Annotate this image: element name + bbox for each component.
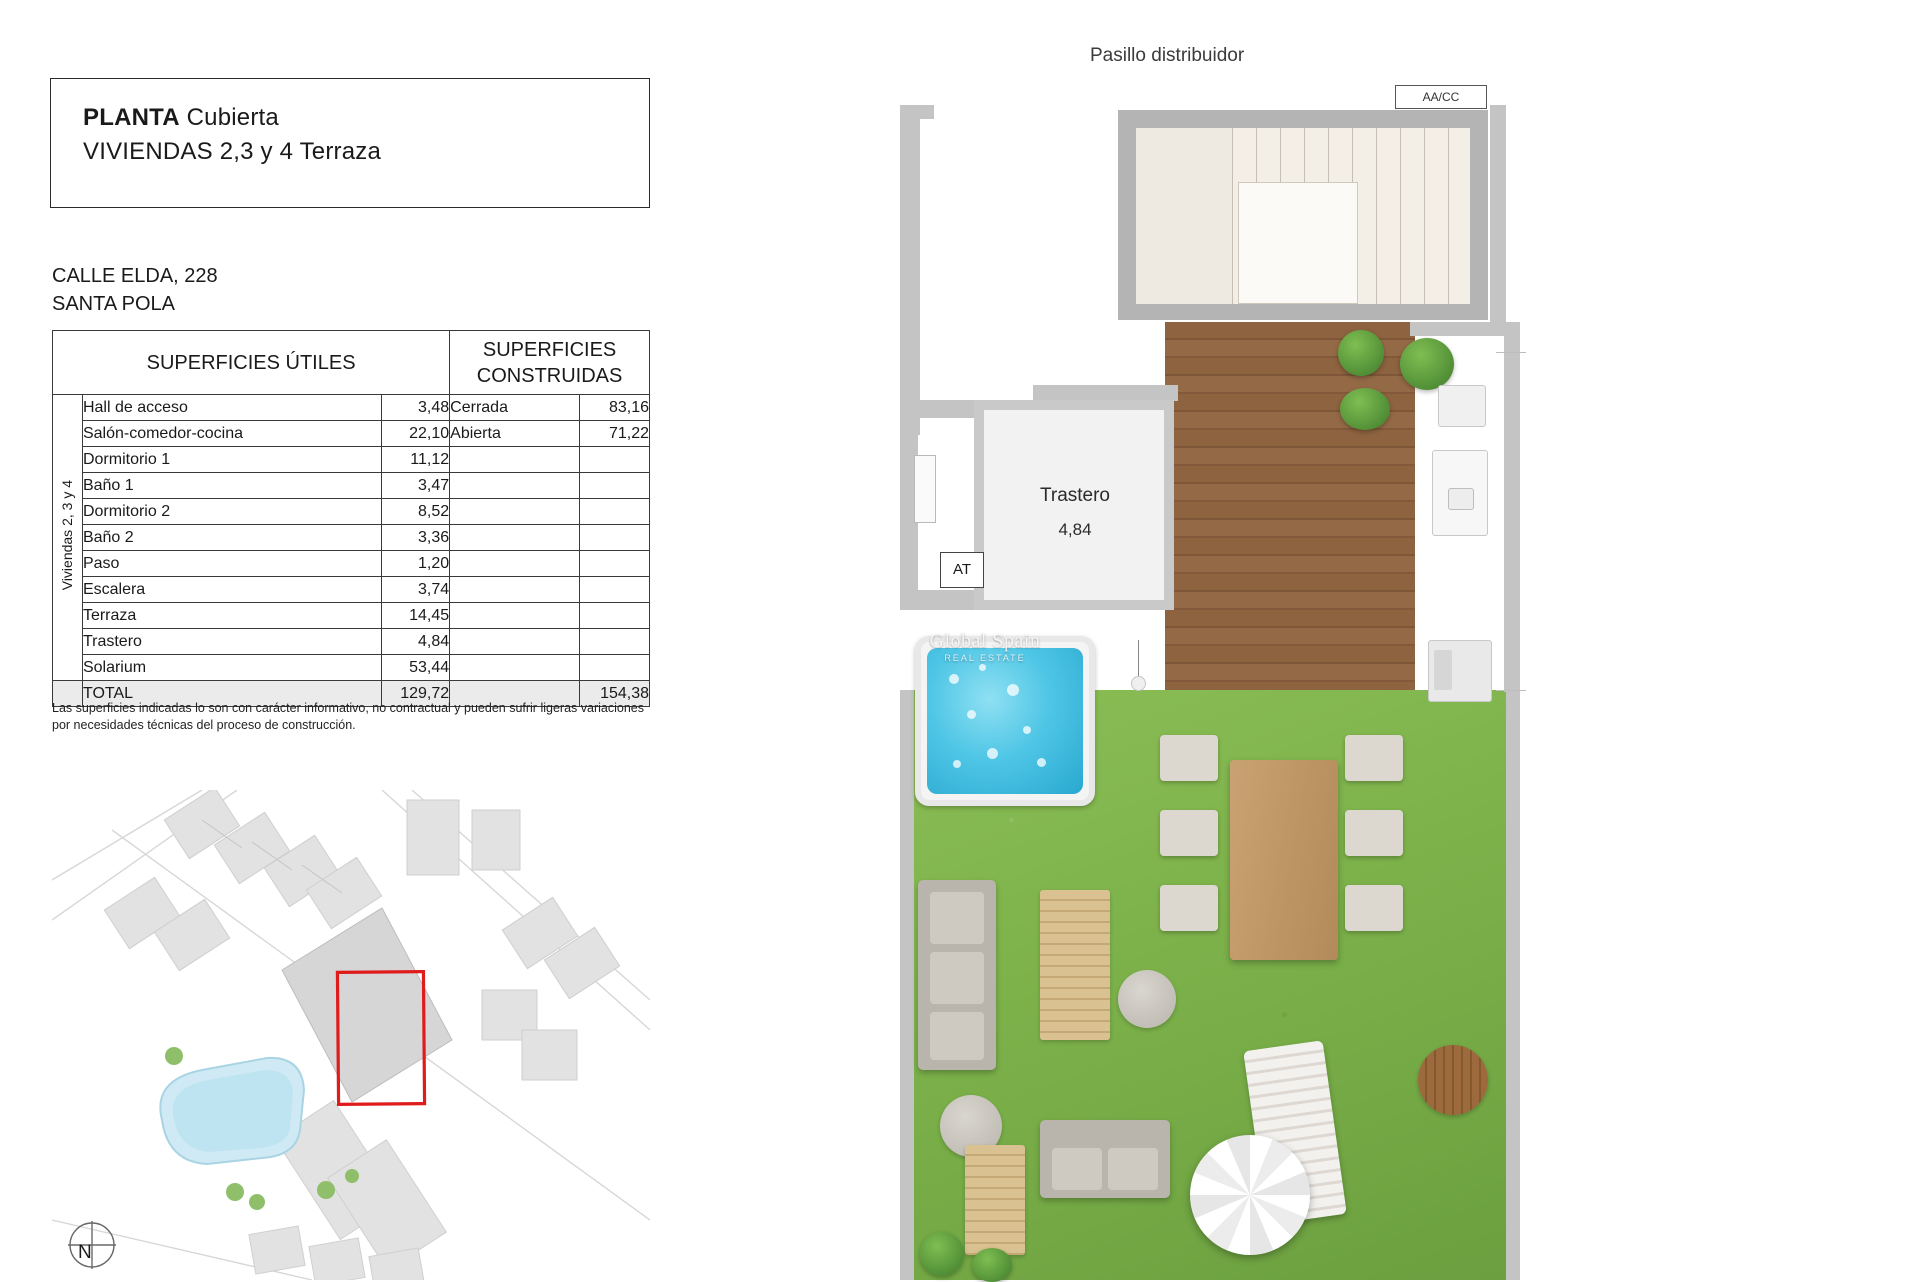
wall-right-mid <box>1504 322 1520 692</box>
row-built-label: Cerrada <box>450 395 580 421</box>
storage-room-area: 4,84 <box>1058 520 1092 539</box>
row-label: Baño 2 <box>82 525 381 551</box>
header-useful-areas: SUPERFICIES ÚTILES <box>53 331 450 395</box>
table-row <box>53 551 650 577</box>
row-useful-value: 53,44 <box>382 655 450 681</box>
table-row <box>53 577 650 603</box>
title-block <box>50 78 650 208</box>
title-plan-word: PLANTA <box>83 104 180 131</box>
row-built-value <box>580 447 650 473</box>
header-built-line2: CONSTRUIDAS <box>476 364 623 387</box>
header-built-areas <box>450 331 650 395</box>
row-built-label <box>450 603 580 629</box>
row-built-value <box>580 551 650 577</box>
row-built-label <box>450 473 580 499</box>
row-built-value <box>580 603 650 629</box>
site-map-svg <box>52 790 650 1280</box>
row-useful-value: 3,36 <box>382 525 450 551</box>
row-built-label: Abierta <box>450 421 580 447</box>
sink-basin <box>1448 488 1474 510</box>
row-label: Salón-comedor-cocina <box>82 421 381 447</box>
wall-left-garden <box>900 690 914 1280</box>
total-useful-value: 129,72 <box>382 681 450 707</box>
wood-deck <box>1165 322 1415 690</box>
row-built-label <box>450 629 580 655</box>
corridor-label: Pasillo distribuidor <box>1090 45 1245 66</box>
row-label: Terraza <box>82 603 381 629</box>
row-label: Dormitorio 1 <box>82 447 381 473</box>
potted-plant-icon <box>972 1248 1012 1282</box>
row-label: Dormitorio 2 <box>82 499 381 525</box>
aacc-tag: AA/CC <box>1395 85 1487 109</box>
row-built-value: 83,16 <box>580 395 650 421</box>
row-label: Baño 1 <box>82 473 381 499</box>
row-useful-value: 3,48 <box>382 395 450 421</box>
row-built-value <box>580 499 650 525</box>
row-built-label <box>450 577 580 603</box>
total-label: TOTAL <box>82 681 381 707</box>
wall-trastero-top <box>1033 385 1178 401</box>
dining-chair <box>1345 885 1403 931</box>
row-useful-value: 1,20 <box>382 551 450 577</box>
address-street: CALLE ELDA, 228 <box>52 265 218 287</box>
potted-plant-icon <box>1340 388 1390 430</box>
dining-table <box>1230 760 1338 960</box>
disclaimer-note: Las superficies indicadas lo son con carácter informativo, no contractual y pueden sufrir ligeras variaciones por necesidades técnicas del proceso de construcción. <box>52 701 644 732</box>
sofa-cushion <box>930 892 984 944</box>
dining-chair <box>1160 810 1218 856</box>
table-row <box>53 499 650 525</box>
sofa-cushion <box>1052 1148 1102 1190</box>
north-indicator-label: N <box>78 1242 92 1263</box>
table-row <box>53 525 650 551</box>
watermark <box>905 630 1065 663</box>
pallet-deck <box>1040 890 1110 1040</box>
table-row <box>53 447 650 473</box>
potted-plant-icon <box>1400 338 1454 390</box>
wall-left-upper <box>900 105 920 435</box>
at-tag: AT <box>940 552 984 588</box>
row-built-label <box>450 447 580 473</box>
row-useful-value: 3,74 <box>382 577 450 603</box>
row-built-value <box>580 577 650 603</box>
stair-landing <box>1238 182 1358 304</box>
row-useful-value: 8,52 <box>382 499 450 525</box>
row-built-label <box>450 525 580 551</box>
sofa-cushion <box>1108 1148 1158 1190</box>
row-useful-value: 4,84 <box>382 629 450 655</box>
wall-left-cap <box>900 105 934 119</box>
header-built-line1: SUPERFICIES <box>482 338 617 361</box>
row-label: Hall de acceso <box>82 395 381 421</box>
dining-chair <box>1160 885 1218 931</box>
pallet-deck <box>965 1145 1025 1255</box>
washer-detail <box>1434 650 1452 690</box>
row-built-value: 71,22 <box>580 421 650 447</box>
row-built-label <box>450 551 580 577</box>
table-row <box>53 603 650 629</box>
address-block <box>52 262 218 318</box>
site-location-map <box>52 790 650 1280</box>
dining-chair <box>1160 735 1218 781</box>
row-built-value <box>580 655 650 681</box>
title-plan-rest: Cubierta <box>186 104 279 131</box>
edge-tick <box>1496 352 1526 353</box>
table-header-row <box>53 331 650 395</box>
row-built-value <box>580 629 650 655</box>
side-label-cell <box>53 395 83 681</box>
potted-plant-icon <box>1338 330 1384 376</box>
wall-right-garden <box>1506 690 1520 1280</box>
edge-tick <box>1496 690 1526 691</box>
sofa-cushion <box>930 952 984 1004</box>
table-row <box>53 629 650 655</box>
row-built-label <box>450 655 580 681</box>
address-city: SANTA POLA <box>52 293 176 315</box>
side-label-text: Viviendas 2, 3 y 4 <box>59 479 76 591</box>
row-useful-value: 14,45 <box>382 603 450 629</box>
title-line-2: VIVIENDAS 2,3 y 4 Terraza <box>83 138 382 165</box>
table-row <box>53 655 650 681</box>
dining-chair <box>1345 810 1403 856</box>
total-built-value: 154,38 <box>580 681 650 707</box>
round-side-table <box>1118 970 1176 1028</box>
pendant-lamp-cord <box>1138 640 1139 678</box>
jacuzzi-water <box>927 648 1083 794</box>
storage-room-label: Trastero <box>1039 485 1111 506</box>
row-useful-value: 3,47 <box>382 473 450 499</box>
round-wood-rug <box>1418 1045 1488 1115</box>
wall-right-upper <box>1490 105 1506 335</box>
table-row <box>53 421 650 447</box>
sofa-cushion <box>930 1012 984 1060</box>
row-built-value <box>580 473 650 499</box>
table-row <box>53 395 650 421</box>
watermark-main: Global Spain <box>929 630 1041 652</box>
potted-plant-icon <box>920 1232 964 1276</box>
info-panel <box>0 0 700 1280</box>
watermark-sub: REAL ESTATE <box>944 653 1026 663</box>
title-line-1 <box>83 101 649 135</box>
row-label: Paso <box>82 551 381 577</box>
row-built-value <box>580 525 650 551</box>
row-label: Trastero <box>82 629 381 655</box>
row-useful-value: 22,10 <box>382 421 450 447</box>
window-opening <box>914 455 936 523</box>
parasol <box>1190 1135 1310 1255</box>
surface-area-table <box>52 330 650 707</box>
row-label: Escalera <box>82 577 381 603</box>
row-built-label <box>450 499 580 525</box>
table-row <box>53 473 650 499</box>
row-useful-value: 11,12 <box>382 447 450 473</box>
pendant-lamp-icon <box>1131 676 1146 691</box>
row-label: Solarium <box>82 655 381 681</box>
dining-chair <box>1345 735 1403 781</box>
appliance-unit <box>1438 385 1486 427</box>
